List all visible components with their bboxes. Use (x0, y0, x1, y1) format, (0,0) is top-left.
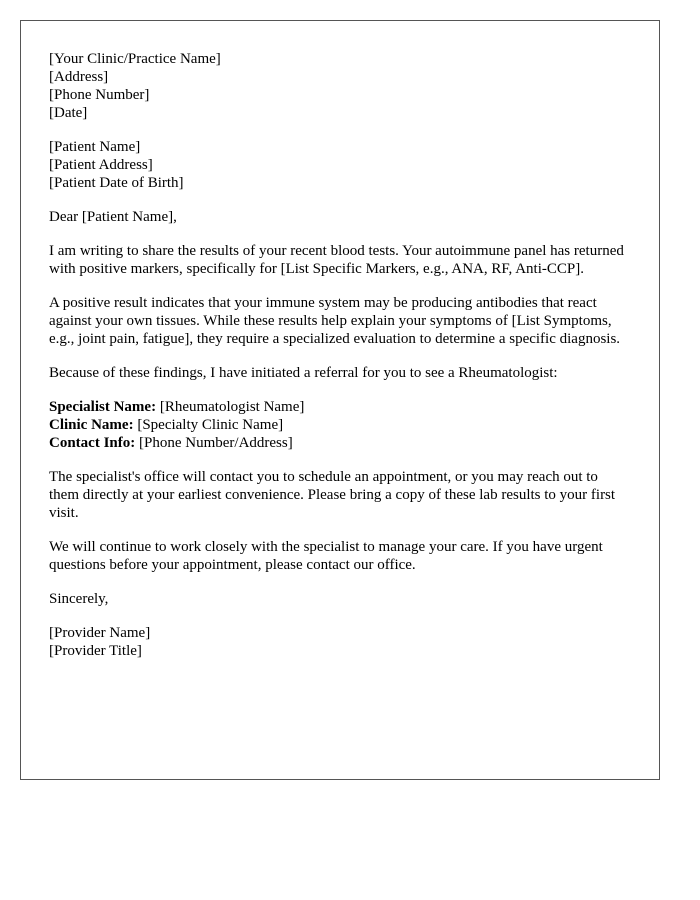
contact-info-value: [Phone Number/Address] (139, 435, 293, 451)
signature-block (49, 624, 631, 660)
clinic-name-label: Clinic Name: (49, 417, 134, 433)
paragraph-scheduling: The specialist's office will contact you to schedule an appointment, or you may reach out to them directly at your earliest convenience. Please bring a copy of these lab results to your first visit. (49, 469, 616, 521)
paragraph-referral-intro: Because of these findings, I have initiated a referral for you to see a Rheumatologist: (49, 365, 558, 381)
referral-details (49, 398, 631, 452)
clinic-phone: [Phone Number] (49, 87, 150, 103)
contact-info-label: Contact Info: (49, 435, 136, 451)
provider-title: [Provider Title] (49, 643, 142, 659)
recipient-block (49, 138, 631, 192)
specialist-name-row (49, 398, 631, 416)
patient-address: [Patient Address] (49, 157, 153, 173)
clinic-address: [Address] (49, 69, 109, 85)
specialist-name-label: Specialist Name: (49, 399, 157, 415)
provider-name: [Provider Name] (49, 625, 151, 641)
paragraph-continued-care: We will continue to work closely with the specialist to manage your care. If you have urgent questions before your appointment, please contact our office. (49, 539, 603, 573)
sender-block (49, 50, 631, 122)
paragraph-explanation: A positive result indicates that your immune system may be producing antibodies that react against your own tissues. While these results help explain your symptoms of [List Symptoms, e.g., joint pain, fatigue], they require a specialized evaluation to determine a specific diagnosis. (49, 295, 621, 347)
contact-info-row (49, 434, 631, 452)
clinic-name-value: [Specialty Clinic Name] (137, 417, 284, 433)
letter-date: [Date] (49, 105, 88, 121)
specialist-name-value: [Rheumatologist Name] (159, 399, 305, 415)
closing: Sincerely, (49, 591, 109, 607)
patient-dob: [Patient Date of Birth] (49, 175, 184, 191)
paragraph-results: I am writing to share the results of your recent blood tests. Your autoimmune panel has returned with positive markers, specifically for [List Specific Markers, e.g., ANA, RF, Anti-CCP]. (49, 243, 624, 277)
clinic-name-row (49, 416, 631, 434)
clinic-name: [Your Clinic/Practice Name] (49, 51, 221, 67)
letter-page (20, 20, 660, 780)
patient-name: [Patient Name] (49, 139, 141, 155)
salutation: Dear [Patient Name], (49, 209, 177, 225)
